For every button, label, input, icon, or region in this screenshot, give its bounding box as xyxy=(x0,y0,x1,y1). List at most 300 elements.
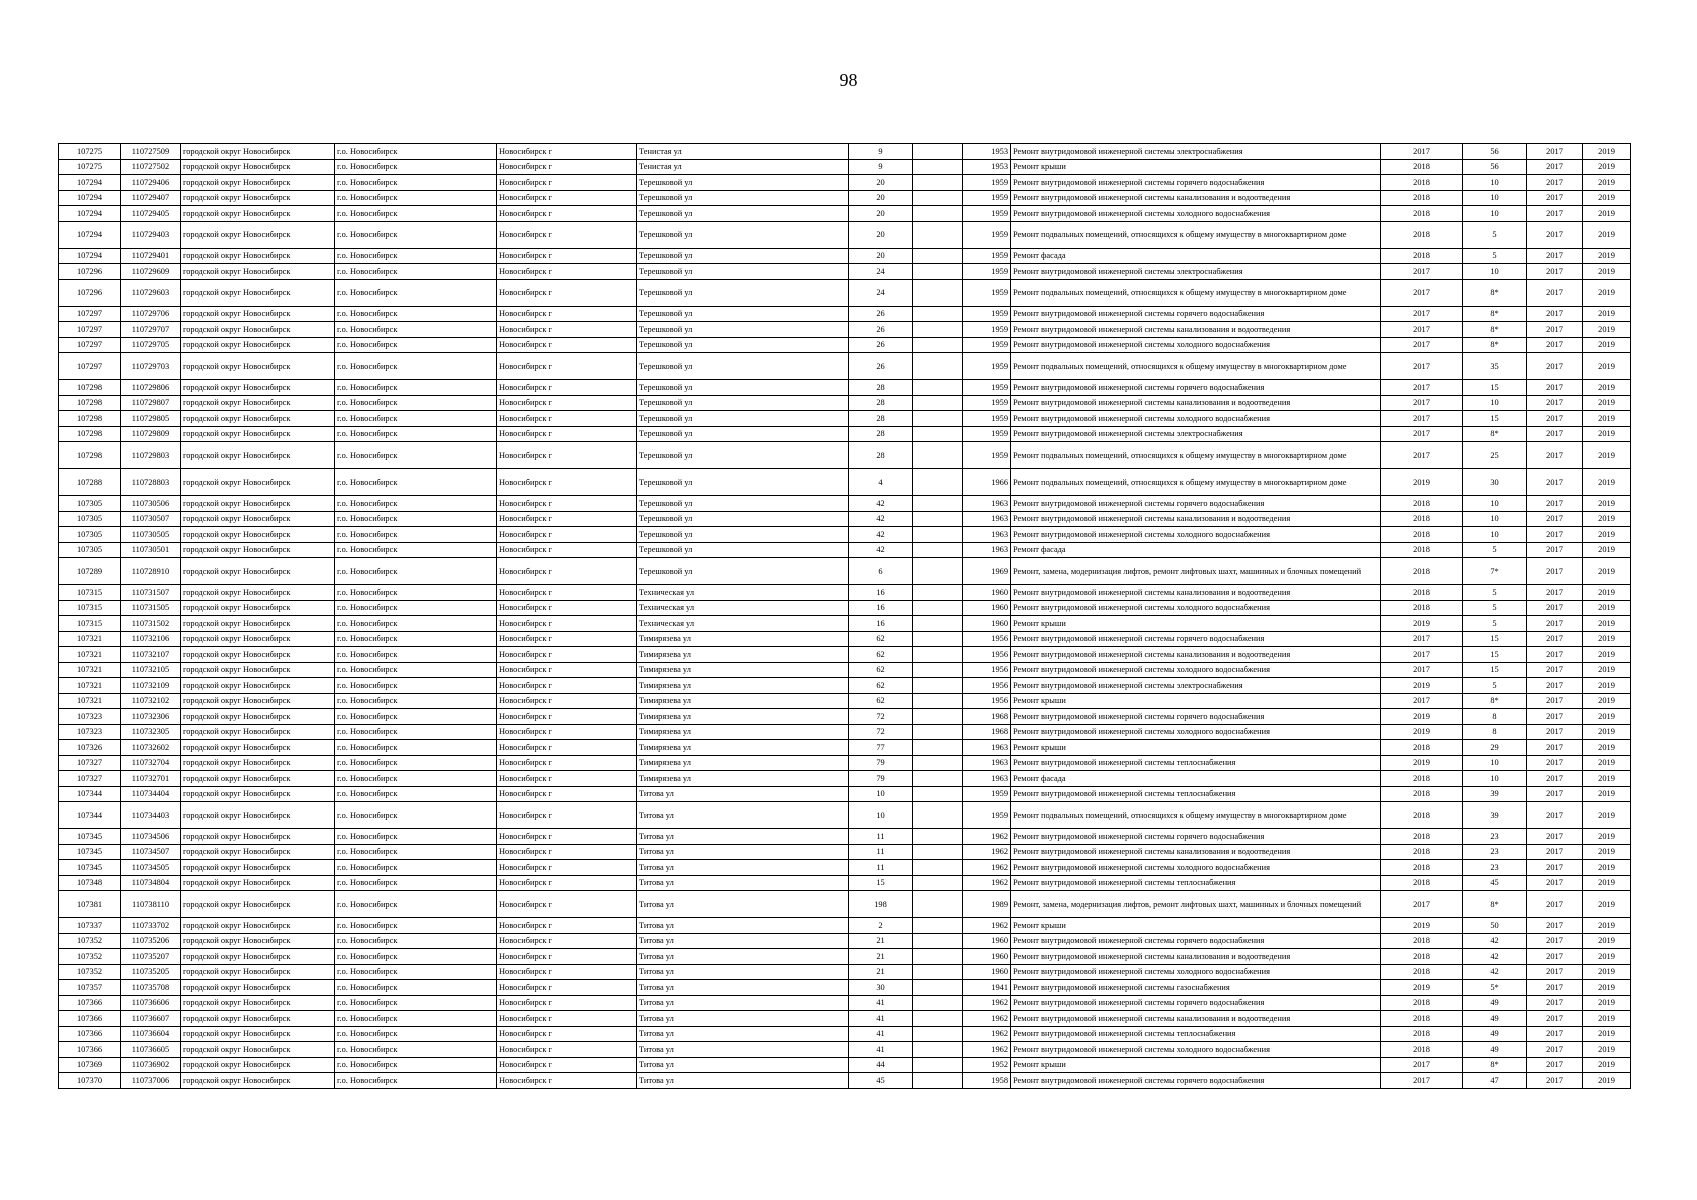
cell-house-id: 107323 xyxy=(59,709,121,725)
cell-year-built: 1962 xyxy=(963,1042,1011,1058)
table-row xyxy=(59,380,1631,396)
cell-municipality: г.о. Новосибирск xyxy=(335,221,497,248)
cell-plan-year: 2018 xyxy=(1381,844,1463,860)
cell-work-id: 110731502 xyxy=(121,616,181,632)
cell-plan-year: 2017 xyxy=(1381,144,1463,160)
cell-street: Титова ул xyxy=(637,995,849,1011)
cell-work-id: 110730505 xyxy=(121,527,181,543)
cell-house-number: 11 xyxy=(849,860,913,876)
cell-work-type: Ремонт внутридомовой инженерной системы холодного водоснабжения xyxy=(1011,411,1381,427)
cell-locality: Новосибирск г xyxy=(497,542,637,558)
cell-street: Терешковой ул xyxy=(637,527,849,543)
cell-locality: Новосибирск г xyxy=(497,709,637,725)
table-row xyxy=(59,755,1631,771)
cell-street: Тимирязева ул xyxy=(637,678,849,694)
cell-work-type: Ремонт внутридомовой инженерной системы канализования и водоотведения xyxy=(1011,395,1381,411)
cell-locality: Новосибирск г xyxy=(497,829,637,845)
cell-house-id: 107345 xyxy=(59,829,121,845)
cell-municipal-district: городской округ Новосибирск xyxy=(181,542,335,558)
cell-locality: Новосибирск г xyxy=(497,306,637,322)
cell-house-number: 72 xyxy=(849,709,913,725)
cell-locality: Новосибирск г xyxy=(497,755,637,771)
cell-locality: Новосибирск г xyxy=(497,860,637,876)
cell-year-built: 1959 xyxy=(963,221,1011,248)
cell-year-built: 1953 xyxy=(963,159,1011,175)
cell-period-end: 2019 xyxy=(1583,875,1631,891)
cell-work-id: 110728803 xyxy=(121,469,181,496)
cell-house-id: 107348 xyxy=(59,875,121,891)
cell-house-number: 28 xyxy=(849,442,913,469)
cell-work-type: Ремонт внутридомовой инженерной системы горячего водоснабжения xyxy=(1011,1073,1381,1089)
cell-house-id: 107381 xyxy=(59,891,121,918)
cell-house-id: 107369 xyxy=(59,1057,121,1073)
cell-street: Тимирязева ул xyxy=(637,709,849,725)
cell-municipal-district: городской округ Новосибирск xyxy=(181,802,335,829)
cell-house-id: 107345 xyxy=(59,844,121,860)
cell-house-id: 107337 xyxy=(59,918,121,934)
cell-building xyxy=(913,337,963,353)
cell-plan-year: 2018 xyxy=(1381,206,1463,222)
cell-work-id: 110729609 xyxy=(121,264,181,280)
cell-municipality: г.о. Новосибирск xyxy=(335,380,497,396)
cell-municipal-district: городской округ Новосибирск xyxy=(181,949,335,965)
cell-municipal-district: городской округ Новосибирск xyxy=(181,964,335,980)
cell-year-built: 1960 xyxy=(963,600,1011,616)
cell-municipal-district: городской округ Новосибирск xyxy=(181,527,335,543)
cell-house-number: 79 xyxy=(849,755,913,771)
cell-work-type: Ремонт внутридомовой инженерной системы холодного водоснабжения xyxy=(1011,337,1381,353)
table-row xyxy=(59,875,1631,891)
cell-municipal-district: городской округ Новосибирск xyxy=(181,724,335,740)
cell-cost: 10 xyxy=(1463,527,1527,543)
cell-locality: Новосибирск г xyxy=(497,786,637,802)
cell-municipal-district: городской округ Новосибирск xyxy=(181,511,335,527)
cell-cost: 50 xyxy=(1463,918,1527,934)
cell-house-id: 107366 xyxy=(59,1026,121,1042)
cell-work-type: Ремонт внутридомовой инженерной системы канализования и водоотведения xyxy=(1011,949,1381,965)
cell-municipality: г.о. Новосибирск xyxy=(335,678,497,694)
cell-building xyxy=(913,380,963,396)
cell-period-start: 2017 xyxy=(1527,631,1583,647)
cell-locality: Новосибирск г xyxy=(497,159,637,175)
cell-plan-year: 2018 xyxy=(1381,860,1463,876)
cell-municipal-district: городской округ Новосибирск xyxy=(181,190,335,206)
cell-cost: 10 xyxy=(1463,190,1527,206)
cell-period-start: 2017 xyxy=(1527,786,1583,802)
cell-municipal-district: городской округ Новосибирск xyxy=(181,995,335,1011)
cell-period-end: 2019 xyxy=(1583,755,1631,771)
cell-building xyxy=(913,678,963,694)
table-row xyxy=(59,496,1631,512)
cell-municipality: г.о. Новосибирск xyxy=(335,1026,497,1042)
cell-work-id: 110734403 xyxy=(121,802,181,829)
cell-street: Титова ул xyxy=(637,844,849,860)
cell-locality: Новосибирск г xyxy=(497,264,637,280)
cell-year-built: 1962 xyxy=(963,875,1011,891)
cell-period-start: 2017 xyxy=(1527,496,1583,512)
cell-plan-year: 2017 xyxy=(1381,395,1463,411)
cell-work-type: Ремонт крыши xyxy=(1011,616,1381,632)
cell-period-start: 2017 xyxy=(1527,380,1583,396)
cell-period-start: 2017 xyxy=(1527,875,1583,891)
cell-plan-year: 2018 xyxy=(1381,829,1463,845)
cell-house-number: 10 xyxy=(849,802,913,829)
cell-building xyxy=(913,542,963,558)
cell-cost: 15 xyxy=(1463,380,1527,396)
cell-municipality: г.о. Новосибирск xyxy=(335,542,497,558)
cell-plan-year: 2018 xyxy=(1381,964,1463,980)
cell-house-id: 107297 xyxy=(59,353,121,380)
cell-cost: 45 xyxy=(1463,875,1527,891)
table-row xyxy=(59,844,1631,860)
table-row xyxy=(59,248,1631,264)
cell-year-built: 1959 xyxy=(963,786,1011,802)
cell-building xyxy=(913,159,963,175)
cell-cost: 35 xyxy=(1463,353,1527,380)
cell-house-number: 26 xyxy=(849,337,913,353)
cell-municipal-district: городской округ Новосибирск xyxy=(181,353,335,380)
cell-work-type: Ремонт подвальных помещений, относящихся к общему имуществу в многоквартирном доме xyxy=(1011,469,1381,496)
cell-plan-year: 2017 xyxy=(1381,322,1463,338)
cell-municipal-district: городской округ Новосибирск xyxy=(181,740,335,756)
cell-year-built: 1959 xyxy=(963,175,1011,191)
cell-plan-year: 2017 xyxy=(1381,442,1463,469)
cell-house-number: 9 xyxy=(849,144,913,160)
cell-plan-year: 2017 xyxy=(1381,380,1463,396)
cell-cost: 10 xyxy=(1463,511,1527,527)
cell-period-end: 2019 xyxy=(1583,600,1631,616)
table-row xyxy=(59,585,1631,601)
cell-building xyxy=(913,144,963,160)
cell-municipality: г.о. Новосибирск xyxy=(335,631,497,647)
cell-municipality: г.о. Новосибирск xyxy=(335,860,497,876)
cell-locality: Новосибирск г xyxy=(497,600,637,616)
cell-street: Терешковой ул xyxy=(637,337,849,353)
cell-house-id: 107298 xyxy=(59,395,121,411)
cell-building xyxy=(913,469,963,496)
cell-work-type: Ремонт внутридомовой инженерной системы теплоснабжения xyxy=(1011,1026,1381,1042)
cell-municipal-district: городской округ Новосибирск xyxy=(181,442,335,469)
cell-work-id: 110729809 xyxy=(121,426,181,442)
cell-plan-year: 2017 xyxy=(1381,693,1463,709)
cell-municipality: г.о. Новосибирск xyxy=(335,844,497,860)
cell-municipality: г.о. Новосибирск xyxy=(335,279,497,306)
cell-work-id: 110735205 xyxy=(121,964,181,980)
table-row xyxy=(59,1042,1631,1058)
cell-period-start: 2017 xyxy=(1527,844,1583,860)
table-row xyxy=(59,527,1631,543)
cell-cost: 8* xyxy=(1463,426,1527,442)
cell-building xyxy=(913,322,963,338)
cell-municipality: г.о. Новосибирск xyxy=(335,1011,497,1027)
cell-period-start: 2017 xyxy=(1527,527,1583,543)
cell-house-id: 107370 xyxy=(59,1073,121,1089)
cell-work-id: 110729401 xyxy=(121,248,181,264)
cell-house-number: 20 xyxy=(849,221,913,248)
cell-period-start: 2017 xyxy=(1527,337,1583,353)
cell-street: Терешковой ул xyxy=(637,511,849,527)
cell-year-built: 1959 xyxy=(963,353,1011,380)
cell-cost: 23 xyxy=(1463,844,1527,860)
cell-municipality: г.о. Новосибирск xyxy=(335,306,497,322)
table-row xyxy=(59,724,1631,740)
cell-cost: 23 xyxy=(1463,829,1527,845)
cell-work-type: Ремонт внутридомовой инженерной системы канализования и водоотведения xyxy=(1011,1011,1381,1027)
cell-year-built: 1960 xyxy=(963,616,1011,632)
cell-building xyxy=(913,755,963,771)
cell-work-id: 110730506 xyxy=(121,496,181,512)
cell-work-type: Ремонт, замена, модернизация лифтов, ремонт лифтовых шахт, машинных и блочных помещений xyxy=(1011,558,1381,585)
cell-street: Тимирязева ул xyxy=(637,740,849,756)
cell-house-number: 24 xyxy=(849,279,913,306)
cell-building xyxy=(913,496,963,512)
cell-work-id: 110729403 xyxy=(121,221,181,248)
cell-work-id: 110734506 xyxy=(121,829,181,845)
cell-work-id: 110738110 xyxy=(121,891,181,918)
cell-street: Тенистая ул xyxy=(637,144,849,160)
cell-house-id: 107352 xyxy=(59,933,121,949)
cell-house-number: 20 xyxy=(849,248,913,264)
cell-period-end: 2019 xyxy=(1583,411,1631,427)
cell-building xyxy=(913,724,963,740)
cell-municipality: г.о. Новосибирск xyxy=(335,248,497,264)
cell-municipal-district: городской округ Новосибирск xyxy=(181,1026,335,1042)
cell-municipality: г.о. Новосибирск xyxy=(335,980,497,996)
cell-house-id: 107297 xyxy=(59,337,121,353)
cell-period-start: 2017 xyxy=(1527,322,1583,338)
cell-work-id: 110729406 xyxy=(121,175,181,191)
cell-municipality: г.о. Новосибирск xyxy=(335,469,497,496)
cell-locality: Новосибирск г xyxy=(497,144,637,160)
cell-plan-year: 2017 xyxy=(1381,411,1463,427)
cell-cost: 8* xyxy=(1463,279,1527,306)
cell-work-type: Ремонт внутридомовой инженерной системы газоснабжения xyxy=(1011,980,1381,996)
cell-year-built: 1968 xyxy=(963,724,1011,740)
cell-house-number: 26 xyxy=(849,322,913,338)
cell-street: Терешковой ул xyxy=(637,380,849,396)
cell-house-id: 107294 xyxy=(59,248,121,264)
cell-building xyxy=(913,190,963,206)
cell-period-start: 2017 xyxy=(1527,678,1583,694)
cell-locality: Новосибирск г xyxy=(497,949,637,965)
cell-period-end: 2019 xyxy=(1583,771,1631,787)
table-row xyxy=(59,647,1631,663)
cell-building xyxy=(913,264,963,280)
cell-period-start: 2017 xyxy=(1527,740,1583,756)
cell-street: Терешковой ул xyxy=(637,175,849,191)
cell-street: Терешковой ул xyxy=(637,395,849,411)
cell-year-built: 1956 xyxy=(963,647,1011,663)
cell-street: Терешковой ул xyxy=(637,469,849,496)
cell-period-start: 2017 xyxy=(1527,860,1583,876)
cell-cost: 5 xyxy=(1463,221,1527,248)
cell-locality: Новосибирск г xyxy=(497,190,637,206)
cell-cost: 56 xyxy=(1463,159,1527,175)
cell-period-start: 2017 xyxy=(1527,1073,1583,1089)
cell-street: Терешковой ул xyxy=(637,442,849,469)
cell-municipality: г.о. Новосибирск xyxy=(335,875,497,891)
cell-house-id: 107275 xyxy=(59,144,121,160)
cell-work-id: 110729706 xyxy=(121,306,181,322)
cell-period-start: 2017 xyxy=(1527,511,1583,527)
cell-house-number: 41 xyxy=(849,1042,913,1058)
cell-year-built: 1962 xyxy=(963,829,1011,845)
cell-house-number: 42 xyxy=(849,496,913,512)
cell-cost: 8 xyxy=(1463,709,1527,725)
cell-cost: 10 xyxy=(1463,771,1527,787)
cell-work-id: 110729405 xyxy=(121,206,181,222)
table-row xyxy=(59,802,1631,829)
cell-work-id: 110727509 xyxy=(121,144,181,160)
cell-locality: Новосибирск г xyxy=(497,1042,637,1058)
cell-building xyxy=(913,527,963,543)
cell-year-built: 1960 xyxy=(963,949,1011,965)
cell-plan-year: 2017 xyxy=(1381,279,1463,306)
cell-work-type: Ремонт внутридомовой инженерной системы холодного водоснабжения xyxy=(1011,860,1381,876)
cell-locality: Новосибирск г xyxy=(497,411,637,427)
cell-period-end: 2019 xyxy=(1583,709,1631,725)
cell-period-end: 2019 xyxy=(1583,190,1631,206)
cell-work-id: 110729407 xyxy=(121,190,181,206)
cell-street: Тимирязева ул xyxy=(637,662,849,678)
table-row xyxy=(59,469,1631,496)
cell-house-number: 41 xyxy=(849,995,913,1011)
table-row xyxy=(59,395,1631,411)
cell-period-start: 2017 xyxy=(1527,395,1583,411)
cell-year-built: 1959 xyxy=(963,337,1011,353)
cell-building xyxy=(913,353,963,380)
cell-house-id: 107366 xyxy=(59,995,121,1011)
table-row xyxy=(59,337,1631,353)
table-row xyxy=(59,1073,1631,1089)
cell-plan-year: 2019 xyxy=(1381,616,1463,632)
cell-house-id: 107357 xyxy=(59,980,121,996)
cell-municipal-district: городской округ Новосибирск xyxy=(181,322,335,338)
cell-work-id: 110729705 xyxy=(121,337,181,353)
cell-work-type: Ремонт фасада xyxy=(1011,771,1381,787)
cell-period-end: 2019 xyxy=(1583,144,1631,160)
cell-period-end: 2019 xyxy=(1583,829,1631,845)
cell-house-number: 20 xyxy=(849,190,913,206)
cell-cost: 10 xyxy=(1463,264,1527,280)
cell-street: Техническая ул xyxy=(637,616,849,632)
cell-cost: 42 xyxy=(1463,933,1527,949)
cell-year-built: 1962 xyxy=(963,918,1011,934)
cell-period-end: 2019 xyxy=(1583,159,1631,175)
cell-work-type: Ремонт подвальных помещений, относящихся к общему имуществу в многоквартирном доме xyxy=(1011,221,1381,248)
cell-locality: Новосибирск г xyxy=(497,353,637,380)
cell-period-end: 2019 xyxy=(1583,631,1631,647)
cell-municipal-district: городской округ Новосибирск xyxy=(181,496,335,512)
cell-period-end: 2019 xyxy=(1583,860,1631,876)
cell-plan-year: 2018 xyxy=(1381,1042,1463,1058)
cell-municipality: г.о. Новосибирск xyxy=(335,724,497,740)
cell-period-end: 2019 xyxy=(1583,442,1631,469)
cell-plan-year: 2019 xyxy=(1381,709,1463,725)
table-row xyxy=(59,949,1631,965)
cell-municipality: г.о. Новосибирск xyxy=(335,511,497,527)
cell-work-type: Ремонт внутридомовой инженерной системы горячего водоснабжения xyxy=(1011,933,1381,949)
cell-work-id: 110732106 xyxy=(121,631,181,647)
cell-house-number: 45 xyxy=(849,1073,913,1089)
table-row xyxy=(59,426,1631,442)
cell-house-id: 107298 xyxy=(59,411,121,427)
cell-municipal-district: городской округ Новосибирск xyxy=(181,829,335,845)
cell-street: Титова ул xyxy=(637,1026,849,1042)
cell-period-start: 2017 xyxy=(1527,221,1583,248)
cell-house-id: 107296 xyxy=(59,264,121,280)
cell-work-type: Ремонт внутридомовой инженерной системы холодного водоснабжения xyxy=(1011,206,1381,222)
cell-house-number: 20 xyxy=(849,206,913,222)
table-row xyxy=(59,891,1631,918)
cell-municipal-district: городской округ Новосибирск xyxy=(181,875,335,891)
cell-municipality: г.о. Новосибирск xyxy=(335,159,497,175)
cell-municipality: г.о. Новосибирск xyxy=(335,1042,497,1058)
cell-period-start: 2017 xyxy=(1527,755,1583,771)
cell-house-number: 20 xyxy=(849,175,913,191)
cell-house-id: 107298 xyxy=(59,380,121,396)
cell-house-number: 30 xyxy=(849,980,913,996)
cell-work-type: Ремонт внутридомовой инженерной системы электроснабжения xyxy=(1011,678,1381,694)
cell-municipality: г.о. Новосибирск xyxy=(335,995,497,1011)
cell-period-end: 2019 xyxy=(1583,279,1631,306)
cell-cost: 7* xyxy=(1463,558,1527,585)
table-row xyxy=(59,159,1631,175)
cell-house-number: 16 xyxy=(849,616,913,632)
cell-house-id: 107321 xyxy=(59,647,121,663)
table-row xyxy=(59,411,1631,427)
cell-street: Тимирязева ул xyxy=(637,647,849,663)
cell-municipality: г.о. Новосибирск xyxy=(335,411,497,427)
cell-period-end: 2019 xyxy=(1583,802,1631,829)
cell-work-id: 110732701 xyxy=(121,771,181,787)
cell-plan-year: 2017 xyxy=(1381,1073,1463,1089)
cell-house-number: 28 xyxy=(849,411,913,427)
cell-period-start: 2017 xyxy=(1527,1057,1583,1073)
cell-street: Титова ул xyxy=(637,1073,849,1089)
cell-cost: 5 xyxy=(1463,678,1527,694)
cell-work-type: Ремонт крыши xyxy=(1011,159,1381,175)
cell-locality: Новосибирск г xyxy=(497,964,637,980)
table-row xyxy=(59,322,1631,338)
cell-work-type: Ремонт внутридомовой инженерной системы горячего водоснабжения xyxy=(1011,829,1381,845)
cell-work-type: Ремонт внутридомовой инженерной системы электроснабжения xyxy=(1011,426,1381,442)
cell-cost: 8* xyxy=(1463,322,1527,338)
cell-plan-year: 2017 xyxy=(1381,426,1463,442)
cell-period-start: 2017 xyxy=(1527,542,1583,558)
cell-street: Тимирязева ул xyxy=(637,631,849,647)
cell-period-start: 2017 xyxy=(1527,802,1583,829)
cell-locality: Новосибирск г xyxy=(497,771,637,787)
cell-house-number: 16 xyxy=(849,600,913,616)
cell-year-built: 1956 xyxy=(963,662,1011,678)
cell-municipal-district: городской округ Новосибирск xyxy=(181,709,335,725)
cell-period-start: 2017 xyxy=(1527,771,1583,787)
cell-house-id: 107298 xyxy=(59,426,121,442)
cell-period-end: 2019 xyxy=(1583,395,1631,411)
cell-work-type: Ремонт внутридомовой инженерной системы горячего водоснабжения xyxy=(1011,306,1381,322)
cell-work-id: 110736902 xyxy=(121,1057,181,1073)
cell-house-id: 107327 xyxy=(59,771,121,787)
cell-house-number: 21 xyxy=(849,949,913,965)
cell-cost: 15 xyxy=(1463,411,1527,427)
cell-building xyxy=(913,631,963,647)
cell-municipality: г.о. Новосибирск xyxy=(335,1073,497,1089)
cell-municipal-district: городской округ Новосибирск xyxy=(181,693,335,709)
cell-cost: 5 xyxy=(1463,248,1527,264)
cell-locality: Новосибирск г xyxy=(497,1057,637,1073)
cell-house-id: 107326 xyxy=(59,740,121,756)
